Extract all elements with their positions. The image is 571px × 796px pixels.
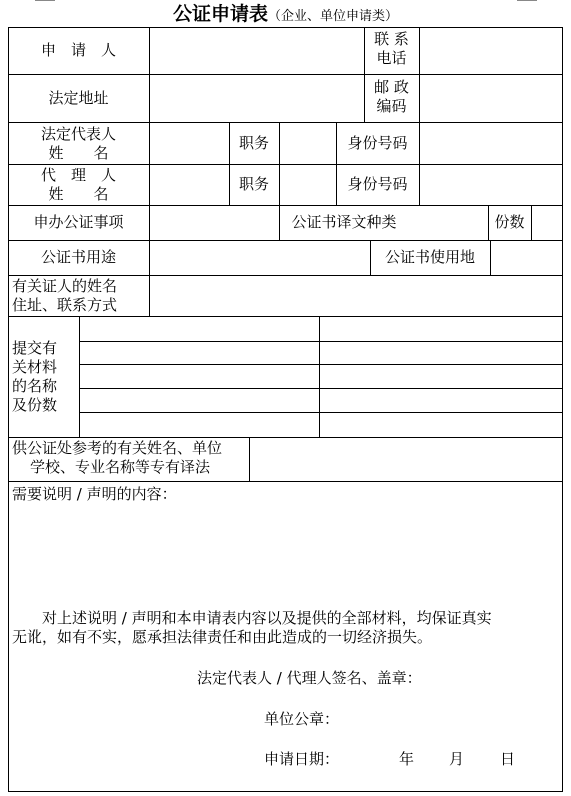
- statement-heading: 需要说明 / 声明的内容：: [12, 485, 177, 503]
- legal-rep-id-field[interactable]: [420, 123, 562, 164]
- form-title-main: 公证申请表: [172, 3, 268, 25]
- agent-name-field[interactable]: [150, 165, 229, 205]
- label-id-number-1: 身份号码: [347, 134, 408, 152]
- date-year: 年: [399, 750, 415, 768]
- label-purpose: 公证书用途: [40, 248, 116, 266]
- purpose-field[interactable]: [150, 241, 370, 275]
- label-materials-line3: 的名称: [12, 377, 58, 395]
- copies-field[interactable]: [532, 206, 562, 240]
- label-legal-rep-line1: 法定代表人: [40, 125, 116, 143]
- place-of-use-field[interactable]: [491, 241, 562, 275]
- form-title-subtitle: （企业、单位申请类）: [268, 9, 399, 24]
- label-related-person-line1: 有关证人的姓名: [12, 277, 118, 295]
- label-materials-line1: 提交有: [12, 339, 58, 357]
- signature-label: 法定代表人 / 代理人签名、盖章：: [197, 669, 422, 687]
- label-phone-line2: 电话: [376, 49, 407, 67]
- label-place-of-use: 公证书使用地: [384, 248, 475, 266]
- materials-field-right[interactable]: [320, 317, 562, 437]
- label-postcode-line2: 编码: [376, 97, 407, 115]
- date-month: 月: [449, 750, 465, 768]
- matter-field[interactable]: [150, 206, 279, 240]
- header-tick-right: [517, 0, 537, 1]
- agent-id-field[interactable]: [420, 165, 562, 205]
- statement-field[interactable]: [12, 505, 560, 600]
- language-field[interactable]: [410, 206, 488, 240]
- label-agent-line1: 代 理 人: [40, 166, 116, 184]
- date-day: 日: [500, 750, 516, 768]
- label-materials-line2: 关材料: [12, 358, 58, 376]
- phone-field[interactable]: [420, 28, 562, 74]
- label-legal-rep-line2: 姓 名: [48, 144, 109, 162]
- applicant-field[interactable]: [150, 28, 364, 74]
- declaration-line2: 无讹，如有不实，愿承担法律责任和由此造成的一切经济损失。: [12, 628, 433, 646]
- legal-address-field[interactable]: [150, 75, 364, 122]
- legal-rep-name-field[interactable]: [150, 123, 229, 164]
- label-reference-line2: 学校、专业名称等专有译法: [30, 458, 211, 476]
- label-legal-address: 法定地址: [48, 89, 109, 107]
- date-label: 申请日期：: [264, 750, 340, 768]
- label-language: 公证书译文种类: [291, 213, 397, 231]
- label-related-person-line2: 住址、联系方式: [12, 296, 118, 314]
- label-reference-line1: 供公证处参考的有关姓名、单位: [12, 439, 223, 457]
- header-tick-left: [35, 0, 55, 1]
- declaration-line1: 对上述说明 / 声明和本申请表内容以及提供的全部材料，均保证真实: [12, 609, 492, 627]
- label-position-2: 职务: [238, 175, 269, 193]
- seal-label: 单位公章：: [264, 710, 340, 728]
- label-postcode-line1: 邮 政: [374, 78, 409, 96]
- label-id-number-2: 身份号码: [347, 175, 408, 193]
- label-applicant: 申 请 人: [40, 41, 116, 59]
- form-title: [0, 2, 571, 26]
- agent-position-field[interactable]: [280, 165, 336, 205]
- label-copies: 份数: [494, 213, 525, 231]
- label-phone-line1: 联 系: [374, 30, 409, 48]
- label-materials-line4: 及份数: [12, 396, 58, 414]
- rule-row-9: [8, 481, 563, 482]
- label-matter: 申办公证事项: [33, 213, 124, 231]
- label-position-1: 职务: [238, 134, 269, 152]
- materials-field-left[interactable]: [80, 317, 319, 437]
- postcode-field[interactable]: [420, 75, 562, 122]
- reference-field[interactable]: [250, 438, 562, 481]
- related-person-field[interactable]: [150, 276, 562, 316]
- label-agent-line2: 姓 名: [48, 185, 109, 203]
- legal-rep-position-field[interactable]: [280, 123, 336, 164]
